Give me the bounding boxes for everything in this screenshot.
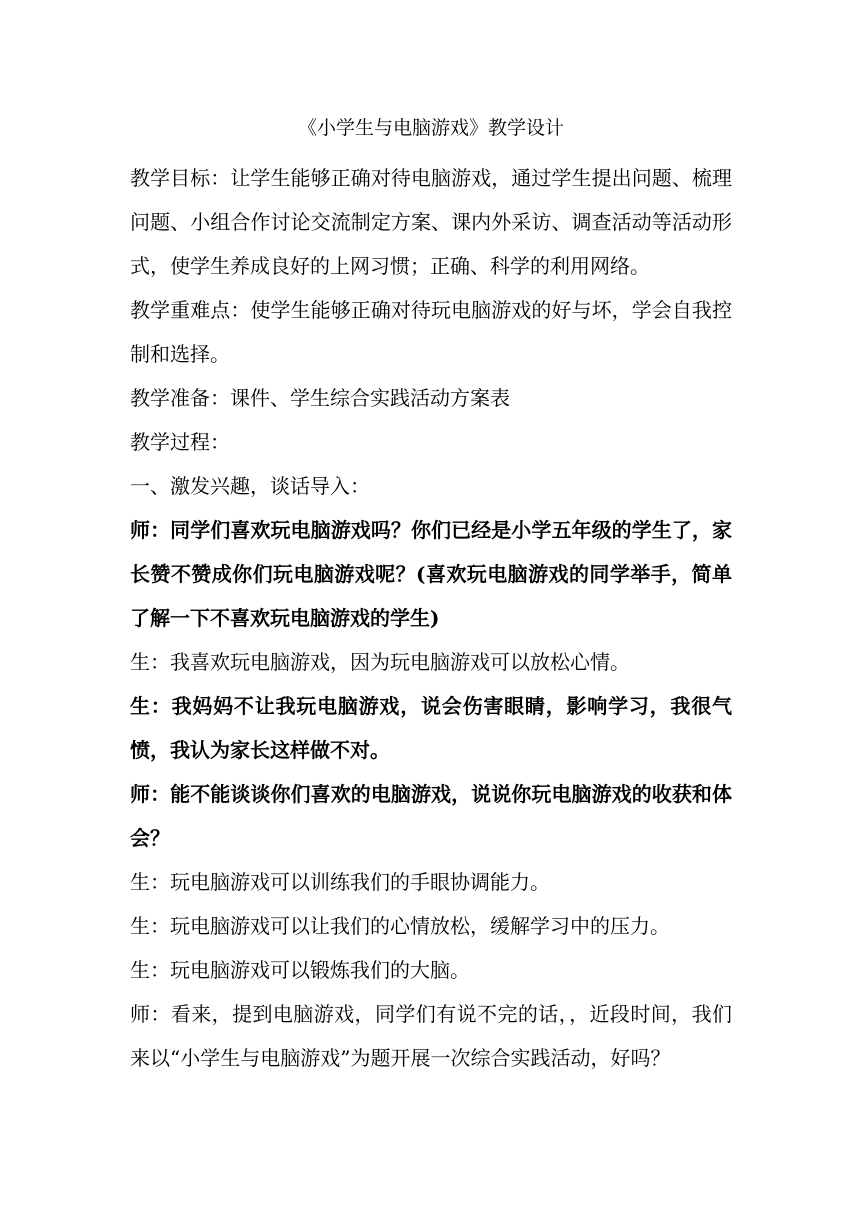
paragraph-student-answer-5: 生：玩电脑游戏可以锻炼我们的大脑。 [130,958,470,982]
paragraph-key-points: 教学重难点：使学生能够正确对待玩电脑游戏的好与坏，学会自我控制和选择。 [130,298,732,366]
document-title: 《小学生与电脑游戏》教学设计 [297,117,564,139]
document-body [130,112,732,1080]
paragraph-teacher-question-2: 师：能不能谈谈你们喜欢的电脑游戏，说说你玩电脑游戏的收获和体会？ [130,782,732,850]
paragraph-process-heading: 教学过程： [130,430,230,454]
paragraph-teaching-goals: 教学目标：让学生能够正确对待电脑游戏，通过学生提出问题、梳理问题、小组合作讨论交流制定方案、课内外采访、调查活动等活动形式，使学生养成良好的上网习惯；正确、科学的利用网络。 [130,166,732,278]
paragraph-student-answer-4: 生：玩电脑游戏可以让我们的心情放松，缓解学习中的压力。 [130,914,670,938]
paragraph-student-answer-3: 生：玩电脑游戏可以训练我们的手眼协调能力。 [130,870,550,894]
paragraph-preparation: 教学准备：课件、学生综合实践活动方案表 [130,386,510,410]
paragraph-teacher-conclusion: 师：看来，提到电脑游戏，同学们有说不完的话，，近段时间，我们来以“小学生与电脑游戏”为题开展一次综合实践活动，好吗？ [130,1002,732,1070]
paragraph-student-answer-1: 生：我喜欢玩电脑游戏，因为玩电脑游戏可以放松心情。 [130,650,630,674]
paragraph-teacher-question-1: 师：同学们喜欢玩电脑游戏吗？你们已经是小学五年级的学生了，家长赞不赞成你们玩电脑游戏呢？(喜欢玩电脑游戏的同学举手，简单了解一下不喜欢玩电脑游戏的学生) [130,518,732,630]
paragraph-student-answer-2: 生：我妈妈不让我玩电脑游戏，说会伤害眼睛，影响学习，我很气愤，我认为家长这样做不对。 [130,694,732,762]
paragraph-section-one-heading: 一、激发兴趣，谈话导入： [130,474,370,498]
